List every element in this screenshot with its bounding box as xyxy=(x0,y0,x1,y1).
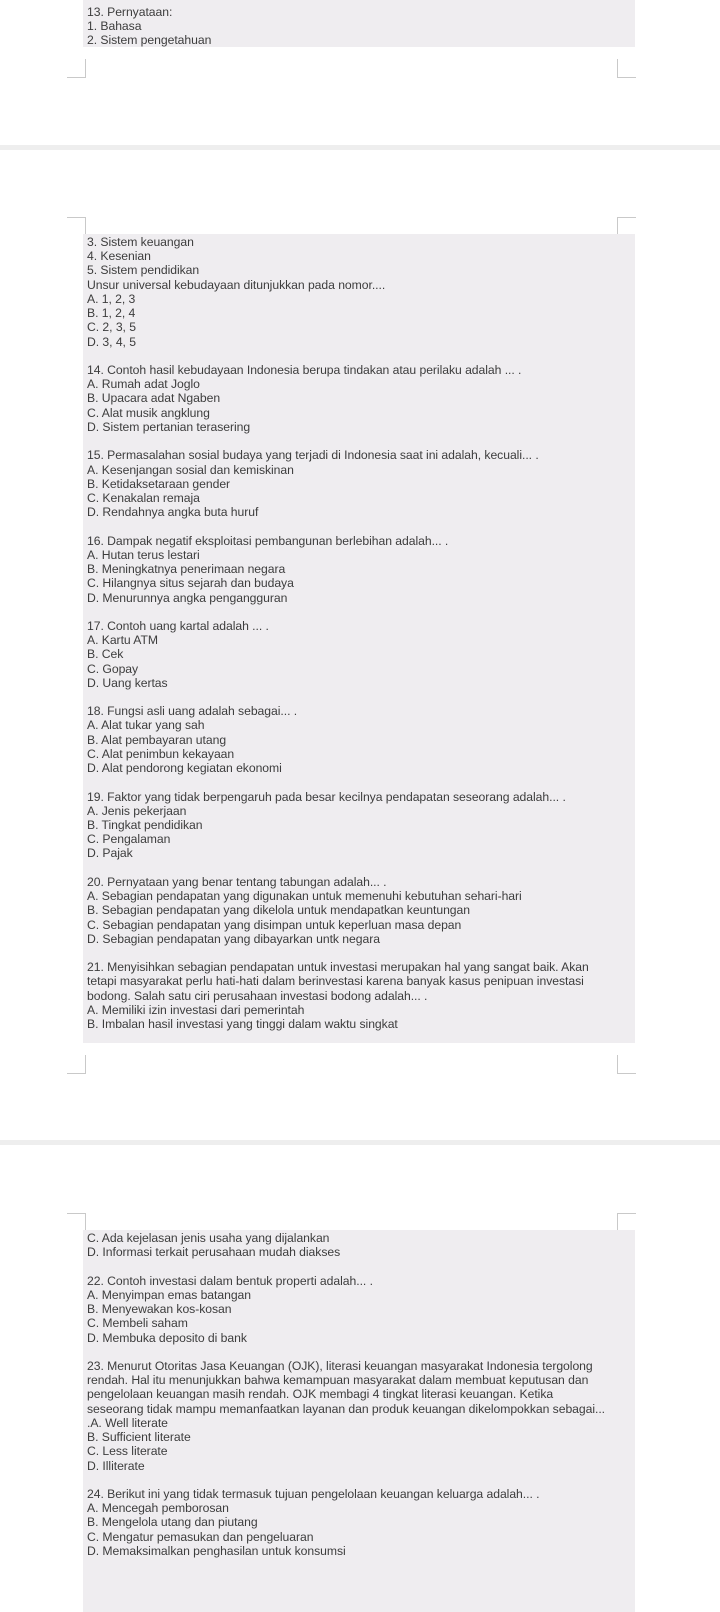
text-line: C. Sebagian pendapatan yang disimpan untuk keperluan masa depan xyxy=(87,917,462,932)
text-line: Unsur universal kebudayaan ditunjukkan pada nomor.... xyxy=(87,277,386,292)
text-line: B. Menyewakan kos-kosan xyxy=(87,1302,232,1317)
page-1-corner-bottom-right xyxy=(617,59,636,78)
text-line: tetapi masyarakat perlu hati-hati dalam berinvestasi karena banyak kasus penipuan investasi xyxy=(87,974,584,989)
text-line: .A. Well literate xyxy=(87,1415,168,1430)
text-line: D. Illiterate xyxy=(87,1458,145,1473)
text-line: C. Alat penimbun kekayaan xyxy=(87,746,235,761)
text-line: D. Sistem pertanian terasering xyxy=(87,419,251,434)
text-line: A. 1, 2, 3 xyxy=(87,291,136,306)
text-line: B. 1, 2, 4 xyxy=(87,306,136,321)
text-line: 13. Pernyataan: xyxy=(87,5,173,19)
text-line: B. Cek xyxy=(87,647,124,662)
text-line: C. Kenakalan remaja xyxy=(87,490,200,505)
text-line: C. Hilangnya situs sejarah dan budaya xyxy=(87,576,294,591)
text-line: C. Gopay xyxy=(87,661,139,676)
page-1-text-block xyxy=(83,0,635,47)
text-line: 15. Permasalahan sosial budaya yang terjadi di Indonesia saat ini adalah, kecuali... . xyxy=(87,448,539,463)
text-line: 23. Menurut Otoritas Jasa Keuangan (OJK), literasi keuangan masyarakat Indonesia tergolong xyxy=(87,1358,593,1373)
text-line: C. 2, 3, 5 xyxy=(87,320,136,335)
text-line: D. Alat pendorong kegiatan ekonomi xyxy=(87,761,282,776)
text-line: 1. Bahasa xyxy=(87,19,142,34)
text-line: C. Ada kejelasan jenis usaha yang dijalankan xyxy=(87,1231,330,1245)
text-line: A. Menyimpan emas batangan xyxy=(87,1287,252,1302)
page-separator-1 xyxy=(0,145,720,150)
text-line: B. Upacara adat Ngaben xyxy=(87,391,221,406)
page-2-text-block xyxy=(83,234,635,1043)
text-line: A. Memiliki izin investasi dari pemerintah xyxy=(87,1002,305,1017)
text-line: A. Alat tukar yang sah xyxy=(87,718,205,733)
text-line: D. Memaksimalkan penghasilan untuk konsumsi xyxy=(87,1543,346,1558)
text-line: B. Alat pembayaran utang xyxy=(87,732,227,747)
text-line: C. Less literate xyxy=(87,1444,168,1459)
text-line: C. Membeli saham xyxy=(87,1316,188,1331)
text-line: 4. Kesenian xyxy=(87,249,151,264)
text-line: 16. Dampak negatif eksploitasi pembangunan berlebihan adalah... . xyxy=(87,533,449,548)
text-line: B. Meningkatnya penerimaan negara xyxy=(87,562,286,577)
text-line: D. 3, 4, 5 xyxy=(87,334,136,349)
text-line: 21. Menyisihkan sebagian pendapatan untuk investasi merupakan hal yang sangat baik. Akan xyxy=(87,960,589,975)
text-line: 24. Berikut ini yang tidak termasuk tujuan pengelolaan keuangan keluarga adalah... . xyxy=(87,1486,540,1501)
text-line: C. Alat musik angklung xyxy=(87,405,210,420)
page-3-text-block xyxy=(83,1230,635,1612)
text-line: bodong. Salah satu ciri perusahaan investasi bodong adalah... . xyxy=(87,988,428,1003)
text-line: pengelolaan keuangan masih rendah. OJK membagi 4 tingkat literasi keuangan. Ketika xyxy=(87,1387,554,1402)
text-line: rendah. Hal itu menunjukkan bahwa kemampuan masyarakat dalam membuat keputusan dan xyxy=(87,1373,589,1388)
text-line: 17. Contoh uang kartal adalah ... . xyxy=(87,618,269,633)
text-line: D. Sebagian pendapatan yang dibayarkan untk negara xyxy=(87,931,380,946)
text-line: 19. Faktor yang tidak berpengaruh pada besar kecilnya pendapatan seseorang adalah... . xyxy=(87,789,566,804)
text-line: 2. Sistem pengetahuan xyxy=(87,33,212,48)
text-line: 5. Sistem pendidikan xyxy=(87,263,200,278)
text-line: B. Mengelola utang dan piutang xyxy=(87,1515,258,1530)
text-line: A. Sebagian pendapatan yang digunakan untuk memenuhi kebutuhan sehari-hari xyxy=(87,889,522,904)
text-line: D. Menurunnya angka pengangguran xyxy=(87,590,288,605)
text-line: 3. Sistem keuangan xyxy=(87,235,194,249)
text-line: A. Mencegah pemborosan xyxy=(87,1501,229,1516)
text-line: B. Sufficient literate xyxy=(87,1430,191,1445)
text-line: B. Sebagian pendapatan yang dikelola untuk mendapatkan keuntungan xyxy=(87,903,470,918)
text-line: B. Tingkat pendidikan xyxy=(87,818,203,833)
text-line: 18. Fungsi asli uang adalah sebagai... . xyxy=(87,704,298,719)
text-line: A. Jenis pekerjaan xyxy=(87,803,187,818)
text-line: 22. Contoh investasi dalam bentuk properti adalah... . xyxy=(87,1273,373,1288)
text-line: A. Kartu ATM xyxy=(87,633,158,648)
text-line: D. Pajak xyxy=(87,846,133,861)
text-line: D. Informasi terkait perusahaan mudah diakses xyxy=(87,1245,341,1260)
text-line: A. Kesenjangan sosial dan kemiskinan xyxy=(87,462,294,477)
text-line: A. Rumah adat Joglo xyxy=(87,377,200,392)
text-line: A. Hutan terus lestari xyxy=(87,547,200,562)
text-line: D. Rendahnya angka buta huruf xyxy=(87,505,259,520)
text-line: 14. Contoh hasil kebudayaan Indonesia berupa tindakan atau perilaku adalah ... . xyxy=(87,362,522,377)
text-line: D. Membuka deposito di bank xyxy=(87,1330,247,1345)
text-line: 20. Pernyataan yang benar tentang tabungan adalah... . xyxy=(87,874,387,889)
page-separator-2 xyxy=(0,1140,720,1145)
text-line: B. Ketidaksetaraan gender xyxy=(87,476,231,491)
text-line: C. Mengatur pemasukan dan pengeluaran xyxy=(87,1529,314,1544)
text-line: C. Pengalaman xyxy=(87,832,171,847)
text-line: D. Uang kertas xyxy=(87,675,168,690)
page-1-corner-bottom-left xyxy=(67,59,86,78)
page-2-corner-bottom-right xyxy=(617,1055,636,1074)
page-2-corner-bottom-left xyxy=(67,1055,86,1074)
text-line: seseorang tidak mampu memanfaatkan layanan dan produk keuangan dikelompokkan sebagai... xyxy=(87,1401,606,1416)
text-line: B. Imbalan hasil investasi yang tinggi dalam waktu singkat xyxy=(87,1017,398,1032)
